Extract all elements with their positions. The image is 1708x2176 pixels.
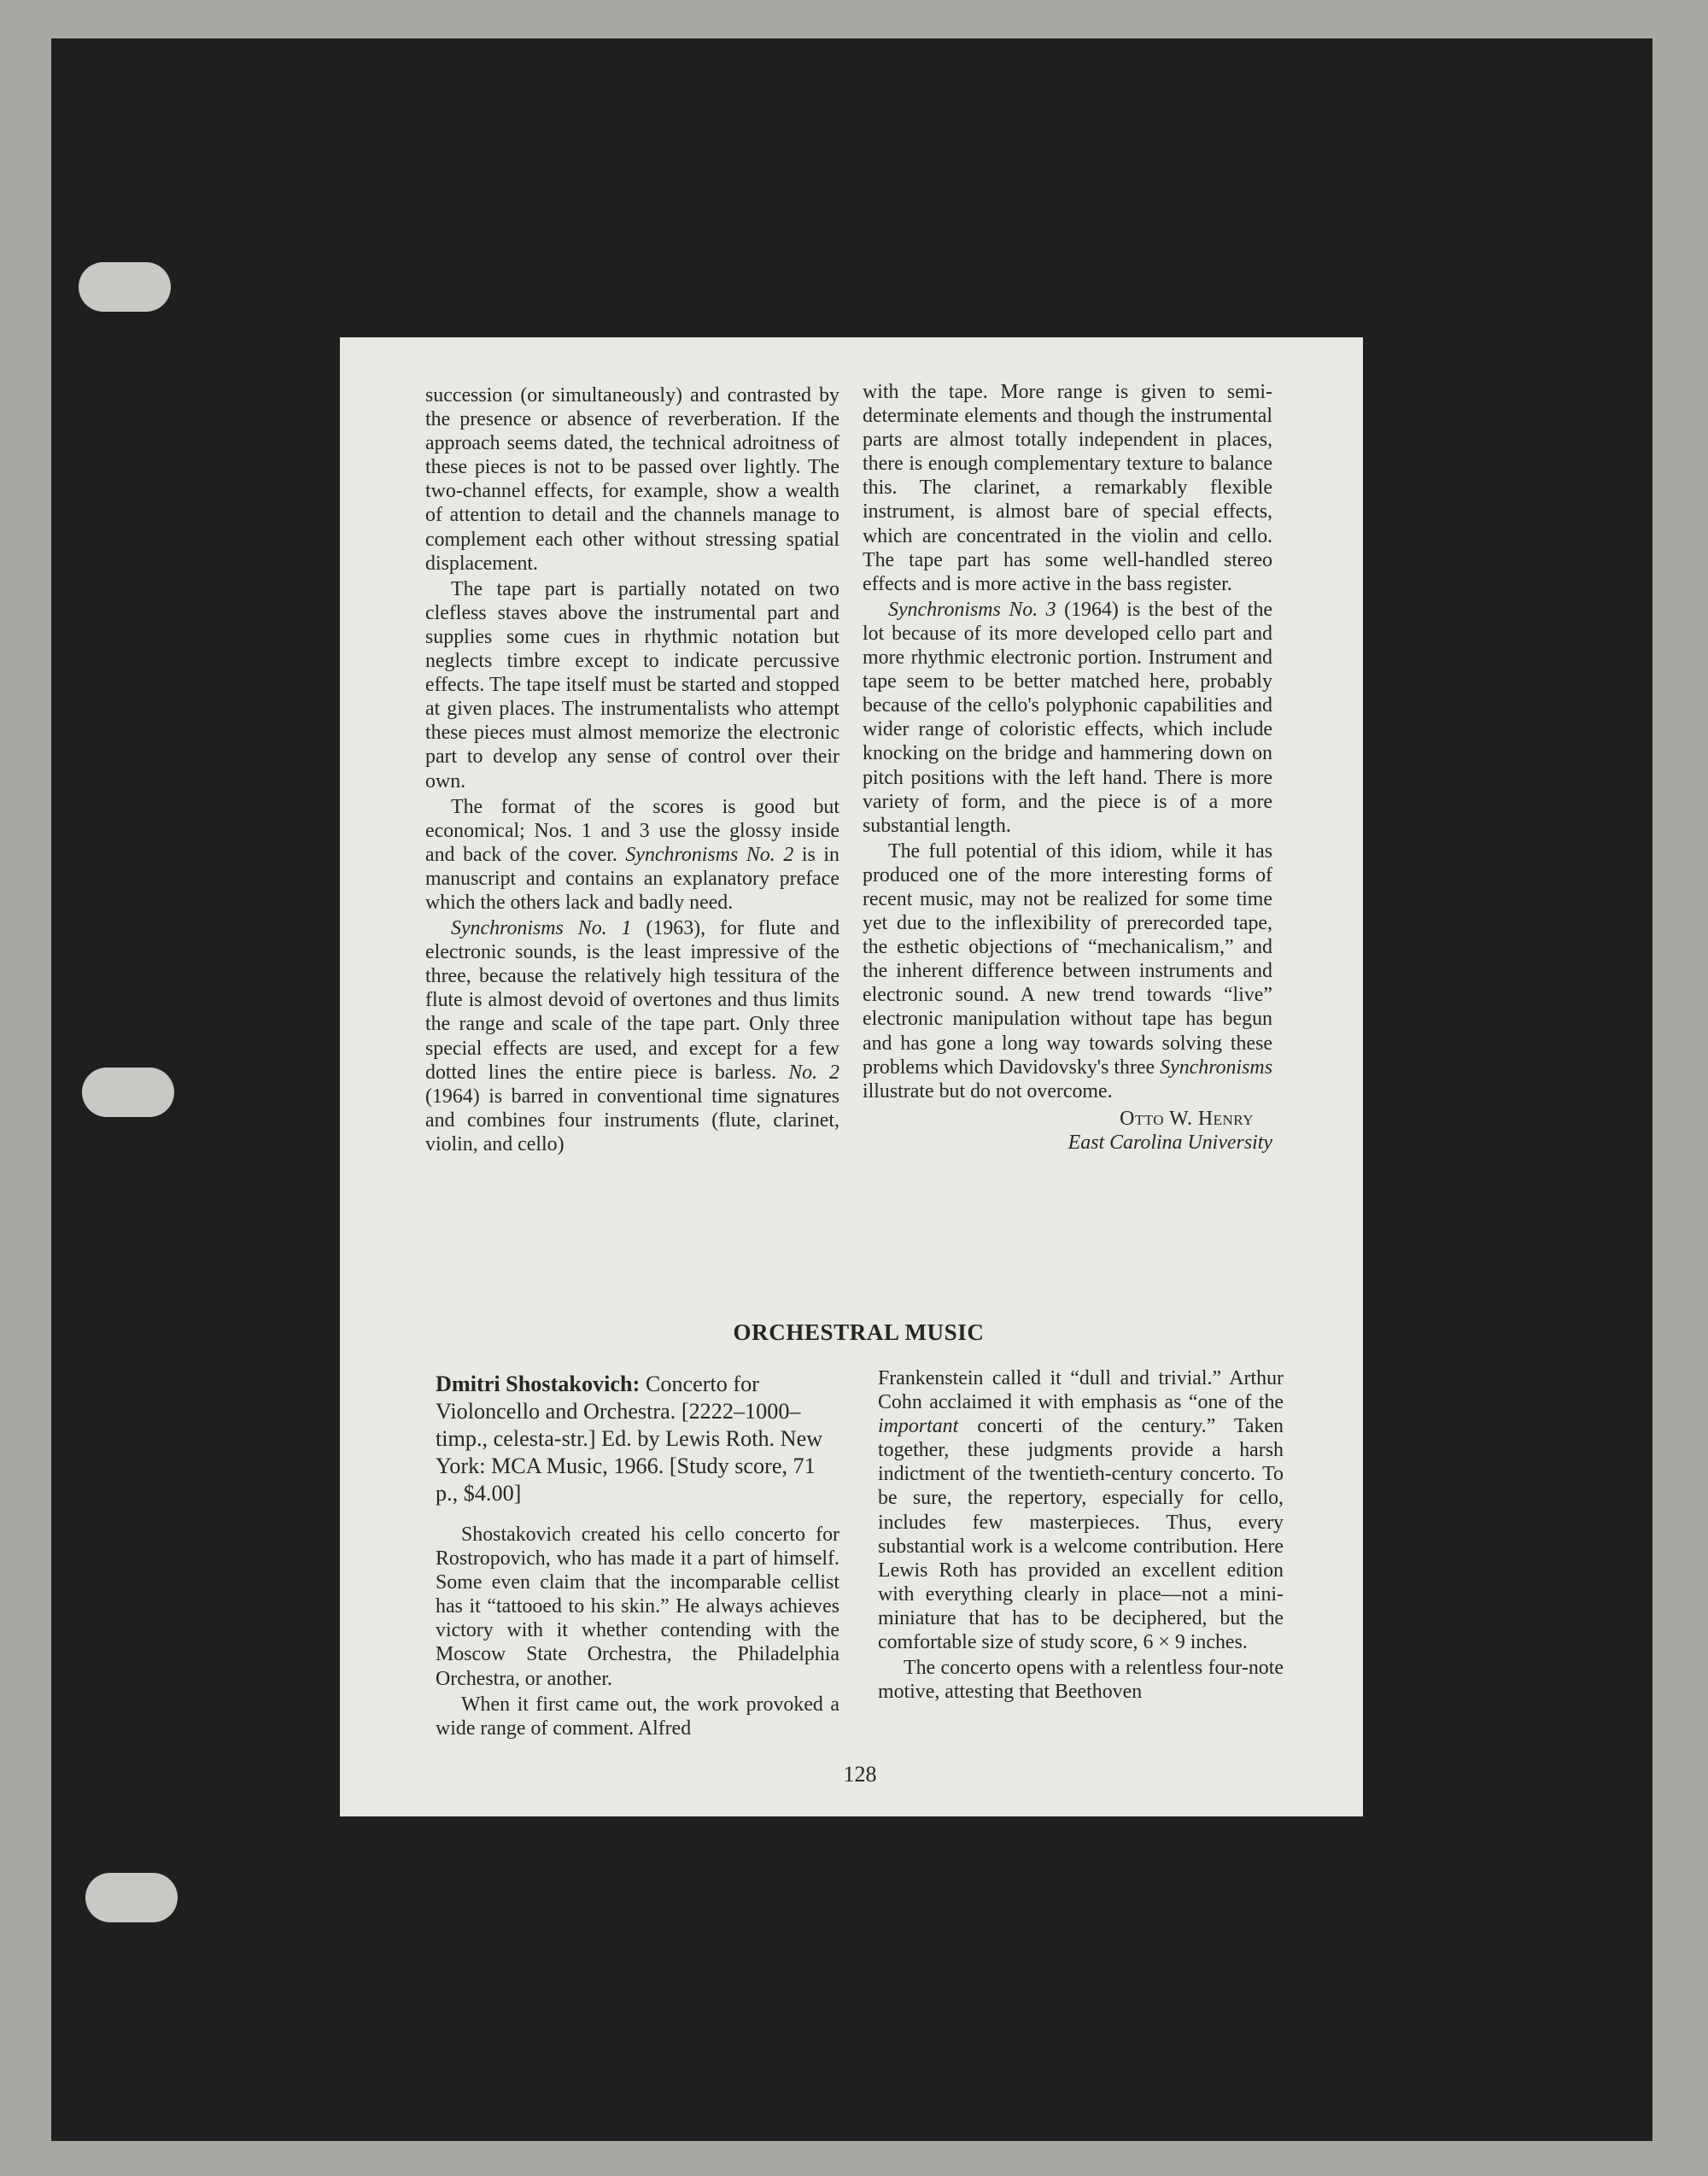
italic-title: No. 2 [788, 1061, 840, 1084]
paragraph: Shostakovich created his cello concerto for Rostropovich, who has made it a part of himself. Some even claim that the incomparable cellist has it “tattooed to his skin.” He always achieves victory with it whether contending with the Moscow State Orchestra, the Philadelphia Orchestra, or another. [436, 1524, 839, 1690]
composer-name: Dmitri Shostakovich: [436, 1372, 640, 1396]
italic-emphasis: important [878, 1415, 959, 1438]
binder-hole-middle [82, 1068, 174, 1117]
text-run: is in manuscript and contains an explanatory preface which the others lack and badly need. [425, 843, 839, 914]
review-column-left [436, 1371, 839, 1740]
paragraph [425, 795, 839, 915]
section-heading: ORCHESTRAL MUSIC [733, 1319, 985, 1345]
text-run: concerti of the century.” Taken together, these judgments provide a harsh indictment of the twentieth-century concerto. To be sure, the repertory, especially for cello, includes few masterpieces. Thus, every substantial work is a welcome contribution. Here Lewis Roth has provided an excellent edition with everything clearly in place—not a mini-miniature that has to be deciphered, but the comfortable size of study score, 6 × 9 inches. [878, 1415, 1284, 1654]
paragraph [863, 598, 1272, 838]
paragraph: The tape part is partially notated on two clefless staves above the instrumental part and supplies some cues in rhythmic notation but neglects timbre except to indicate percussive effects. The tape itself must be started and stopped at given places. The instrumentalists who attempt these pieces must almost memorize the electronic part to develop any sense of control over their own. [425, 577, 839, 793]
review-citation [436, 1371, 839, 1507]
paragraph [878, 1366, 1284, 1654]
text-run: (1964) is the best of the lot because of its more developed cello part and more rhythmic electronic portion. Instrument and tape seem to be better matched here, probably because of the cello's polyphonic capabilities and wider range of coloristic effects, which include knocking on the bridge and hammering down on pitch positions with the left hand. There is more variety of form, and the piece is of a more substantial length. [863, 598, 1272, 837]
text-run: Frankenstein called it “dull and trivial.” Arthur Cohn acclaimed it with emphasis as “one of the [878, 1367, 1284, 1414]
italic-title: Synchronisms No. 1 [451, 917, 632, 940]
text-run: illustrate but do not overcome. [863, 1079, 1113, 1103]
article-column-right [863, 380, 1272, 1155]
italic-title: Synchronisms [1160, 1056, 1272, 1079]
author-signature [863, 1107, 1272, 1155]
paragraph: with the tape. More range is given to semi-determinate elements and though the instrumental parts are almost totally independent in places, there is enough complementary texture to balance this. The clarinet, a remarkably flexible instrument, is almost bare of special effects, which are concentrated in the violin and cello. The tape part has some well-handled stereo effects and is more active in the bass register. [863, 381, 1272, 595]
text-run: The full potential of this idiom, while it has produced one of the more interesting forms of recent music, may not be realized for some time yet due to the inflexibility of prerecorded tape, the esthetic objections of “mechanicalism,” and the inherent difference between instruments and electronic sound. A new trend towards “live” electronic manipulation without tape has begun and has gone a long way towards solving these problems which Davidovsky's three [863, 839, 1272, 1079]
journal-page [340, 337, 1363, 1816]
article-column-left [425, 383, 839, 1156]
binder-hole-top [79, 262, 171, 312]
author-affiliation: East Carolina University [1068, 1131, 1272, 1154]
text-run: (1964) is barred in conventional time signatures and combines four instruments (flute, clarinet, violin, and cello) [425, 1085, 839, 1155]
binder-hole-bottom [85, 1873, 178, 1922]
citation-details: Concerto for Violoncello and Orchestra. [2222–1000–timp., celesta-str.] Ed. by Lewis Roth. New York: MCA Music, 1966. [Study score, 71 p., $4.00] [436, 1372, 823, 1506]
paragraph [425, 916, 839, 1156]
paragraph: When it first came out, the work provoked a wide range of comment. Alfred [436, 1693, 839, 1740]
page-number: 128 [843, 1762, 877, 1787]
author-name: Otto W. Henry [1120, 1107, 1254, 1130]
paragraph: The concerto opens with a relentless four-note motive, attesting that Beethoven [878, 1657, 1284, 1704]
review-column-right [878, 1366, 1284, 1704]
paragraph [863, 839, 1272, 1103]
paragraph: succession (or simultaneously) and contrasted by the presence or absence of reverberation. If the approach seems dated, the technical adroitness of these pieces is not to be passed over lightly. The two-channel effects, for example, show a wealth of attention to detail and the channels manage to complement each other without stressing spatial displacement. [425, 384, 839, 575]
text-run: The format of the scores is good but economical; Nos. 1 and 3 use the glossy inside and back of the cover. [425, 795, 839, 866]
italic-title: Synchronisms No. 2 [625, 843, 794, 866]
italic-title: Synchronisms No. 3 [888, 598, 1056, 621]
text-run: (1963), for flute and electronic sounds, is the least impressive of the three, because the relatively high tessitura of the flute is almost devoid of overtones and thus limits the range and scale of the tape part. Only three special effects are used, and except for a few dotted lines the entire piece is barless. [425, 917, 840, 1084]
